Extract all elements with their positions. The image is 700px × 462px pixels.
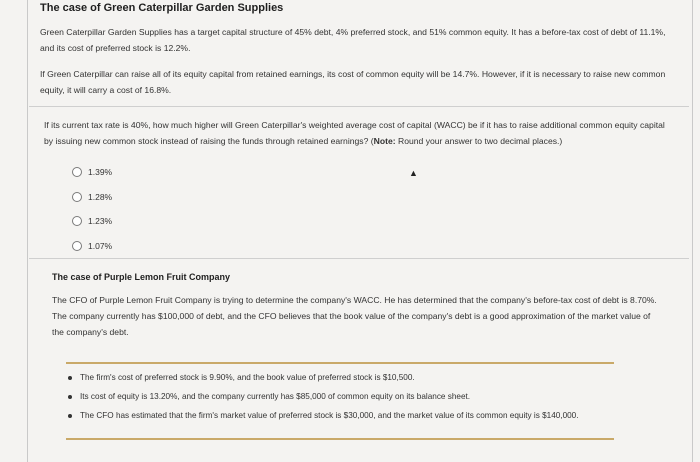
case2-title: The case of Purple Lemon Fruit Company	[52, 272, 231, 282]
option-label: 1.23%	[88, 216, 113, 227]
option-3[interactable]	[72, 209, 112, 234]
option-2[interactable]	[72, 185, 112, 210]
case1-paragraph-2: If Green Caterpillar can raise all of its equity capital from retained earnings, its cost of common equity will be 14.7%. However, if it is necessary to raise new common equity, it will carry a cost of 16.8%.	[40, 69, 666, 95]
radio-button[interactable]	[72, 216, 82, 226]
radio-button[interactable]	[72, 192, 82, 202]
radio-button[interactable]	[72, 241, 82, 251]
list-item: The firm's cost of preferred stock is 9.90%, and the book value of preferred stock is $10,500.	[66, 370, 616, 386]
list-item: Its cost of equity is 13.20%, and the company currently has $85,000 of common equity on its balance sheet.	[66, 389, 616, 405]
bullet-icon	[68, 395, 72, 399]
case1-title: The case of Green Caterpillar Garden Supplies	[40, 2, 284, 14]
box-bottom-rule	[66, 438, 614, 440]
case2-bullet-list	[66, 370, 616, 427]
option-1[interactable]	[72, 160, 112, 185]
option-label: 1.07%	[88, 240, 113, 251]
option-label: 1.28%	[88, 191, 113, 202]
case1-paragraph-1: Green Caterpillar Garden Supplies has a target capital structure of 45% debt, 4% preferred stock, and 51% common equity. It has a before-tax cost of debt of 11.1%, and its cost of preferred stock is 12.2%.	[40, 27, 666, 53]
mouse-cursor-icon: ▲	[409, 168, 418, 178]
case2-paragraph: The CFO of Purple Lemon Fruit Company is trying to determine the company's WACC. He has determined that the company's before-tax cost of debt is 8.70%. The company currently has $100,000 of debt, and the CFO believes that the book value of the company's debt is a good approximation of the market value of the company's debt.	[52, 295, 657, 337]
question-text: If its current tax rate is 40%, how much higher will Green Caterpillar's weighted average cost of capital (WACC) be if it has to raise additional common equity capital by issuing new common stock instead of raising the funds through retained earnings?	[44, 120, 665, 146]
bullet-icon	[68, 376, 72, 380]
note-label: Note:	[373, 136, 396, 146]
box-top-rule	[66, 362, 614, 364]
note-text: Round your answer to two decimal places.)	[397, 136, 563, 146]
radio-button[interactable]	[72, 167, 82, 177]
list-item: The CFO has estimated that the firm's market value of preferred stock is $30,000, and the market value of its common equity is $140,000.	[66, 408, 616, 424]
option-4[interactable]	[72, 234, 112, 259]
divider	[29, 106, 689, 107]
option-label: 1.39%	[88, 167, 113, 178]
case1-question: If its current tax rate is 40%, how much higher will Green Caterpillar's weighted average cost of capital (WACC) be if it has to raise additional common equity capital by issuing new common stock instead of raising the funds through retained earnings? (Note: Round your answer to two decimal places.)	[44, 120, 665, 146]
answer-options	[72, 160, 112, 258]
bullet-icon	[68, 414, 72, 418]
divider	[29, 258, 689, 259]
